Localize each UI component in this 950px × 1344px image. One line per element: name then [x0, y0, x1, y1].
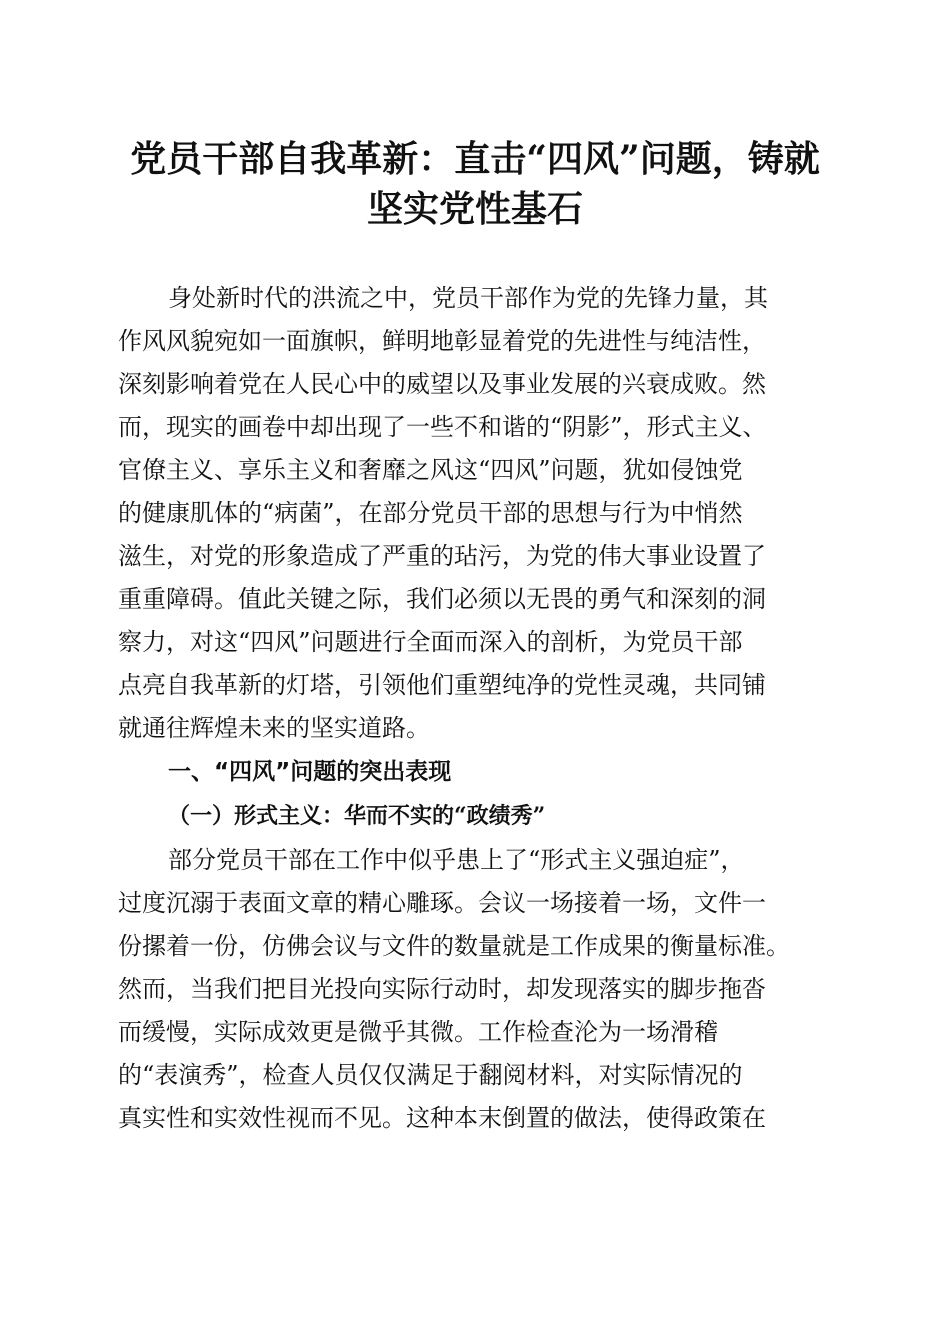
paragraph-line: 就通往辉煌未来的坚实道路。 [118, 714, 430, 742]
subsection-heading: （一）形式主义：华而不实的“政绩秀” [168, 803, 546, 829]
section-heading: 一、“四风”问题的突出表现 [168, 759, 452, 785]
paragraph-line: 份摞着一份，仿佛会议与文件的数量就是工作成果的衡量标准。 [118, 932, 790, 960]
paragraph-line: 的“表演秀”，检查人员仅仅满足于翻阅材料，对实际情况的 [118, 1061, 743, 1089]
paragraph-line: 的健康肌体的“病菌”，在部分党员干部的思想与行为中悄然 [118, 499, 743, 527]
document-title-line-1: 党员干部自我革新：直击“四风”问题，铸就 [130, 138, 820, 180]
paragraph-line: 部分党员干部在工作中似乎患上了“形式主义强迫症”， [168, 846, 745, 874]
paragraph-line: 身处新时代的洪流之中，党员干部作为党的先锋力量，其 [168, 284, 768, 312]
paragraph-line: 重重障碍。值此关键之际，我们必须以无畏的勇气和深刻的洞 [118, 585, 766, 613]
paragraph-line: 然而，当我们把目光投向实际行动时，却发现落实的脚步拖沓 [118, 975, 766, 1003]
document-title-line-2: 坚实党性基石 [366, 188, 583, 230]
paragraph-line: 过度沉溺于表面文章的精心雕琢。会议一场接着一场，文件一 [118, 889, 766, 917]
paragraph-line: 点亮自我革新的灯塔，引领他们重塑纯净的党性灵魂，共同铺 [118, 671, 766, 699]
paragraph-line: 滋生，对党的形象造成了严重的玷污，为党的伟大事业设置了 [118, 542, 766, 570]
paragraph-line: 察力，对这“四风”问题进行全面而深入的剖析，为党员干部 [118, 628, 743, 656]
paragraph-line: 深刻影响着党在人民心中的威望以及事业发展的兴衰成败。然 [118, 370, 766, 398]
paragraph-line: 真实性和实效性视而不见。这种本末倒置的做法，使得政策在 [118, 1104, 766, 1132]
paragraph-line: 官僚主义、享乐主义和奢靡之风这“四风”问题，犹如侵蚀党 [118, 456, 743, 484]
paragraph-line: 作风风貌宛如一面旗帜，鲜明地彰显着党的先进性与纯洁性， [118, 327, 766, 355]
paragraph-line: 而缓慢，实际成效更是微乎其微。工作检查沦为一场滑稽 [118, 1018, 718, 1046]
paragraph-line: 而，现实的画卷中却出现了一些不和谐的“阴影”，形式主义、 [118, 413, 767, 441]
